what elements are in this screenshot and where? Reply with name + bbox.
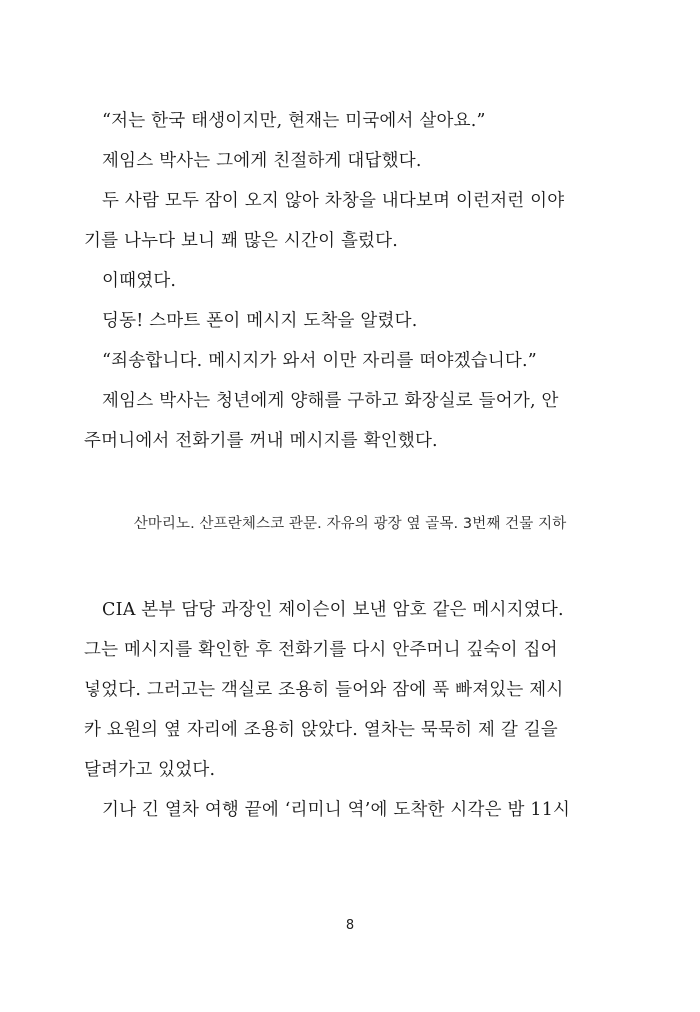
text-line: CIA 본부 담당 과장인 제이슨이 보낸 암호 같은 메시지였다. (102, 600, 564, 620)
text-line: 달려가고 있었다. (84, 760, 216, 780)
body-text-block-1 (84, 101, 604, 461)
text-line: 주머니에서 전화기를 꺼내 메시지를 확인했다. (84, 431, 438, 451)
text-line: 이때였다. (102, 271, 177, 291)
text-line: 제임스 박사는 청년에게 양해를 구하고 화장실로 들어가, 안 (102, 391, 559, 411)
page-number: 8 (345, 918, 355, 933)
dialogue-line: “저는 한국 태생이지만, 현재는 미국에서 살아요.” (102, 111, 486, 131)
body-text-block-2 (84, 590, 604, 830)
text-line: 기나 긴 열차 여행 끝에 ‘리미니 역’에 도착한 시각은 밤 11시 (102, 800, 571, 820)
text-line: 제임스 박사는 그에게 친절하게 대답했다. (102, 151, 422, 171)
text-line: 넣었다. 그러고는 객실로 조용히 들어와 잠에 푹 빠져있는 제시 (84, 680, 564, 700)
message-content: 산마리노. 산프란체스코 관문. 자유의 광장 옆 골목. 3번째 건물 지하 (133, 516, 567, 532)
text-line: 두 사람 모두 잠이 오지 않아 차창을 내다보며 이런저런 이야 (102, 191, 565, 211)
text-line: 그는 메시지를 확인한 후 전화기를 다시 안주머니 깊숙이 집어 (84, 640, 558, 660)
text-line: 딩동! 스마트 폰이 메시지 도착을 알렸다. (102, 311, 418, 331)
dialogue-line: “죄송합니다. 메시지가 와서 이만 자리를 떠야겠습니다.” (102, 351, 537, 371)
text-line: 기를 나누다 보니 꽤 많은 시간이 흘렀다. (84, 231, 399, 251)
text-line: 카 요원의 옆 자리에 조용히 앉았다. 열차는 묵묵히 제 갈 길을 (84, 720, 558, 740)
